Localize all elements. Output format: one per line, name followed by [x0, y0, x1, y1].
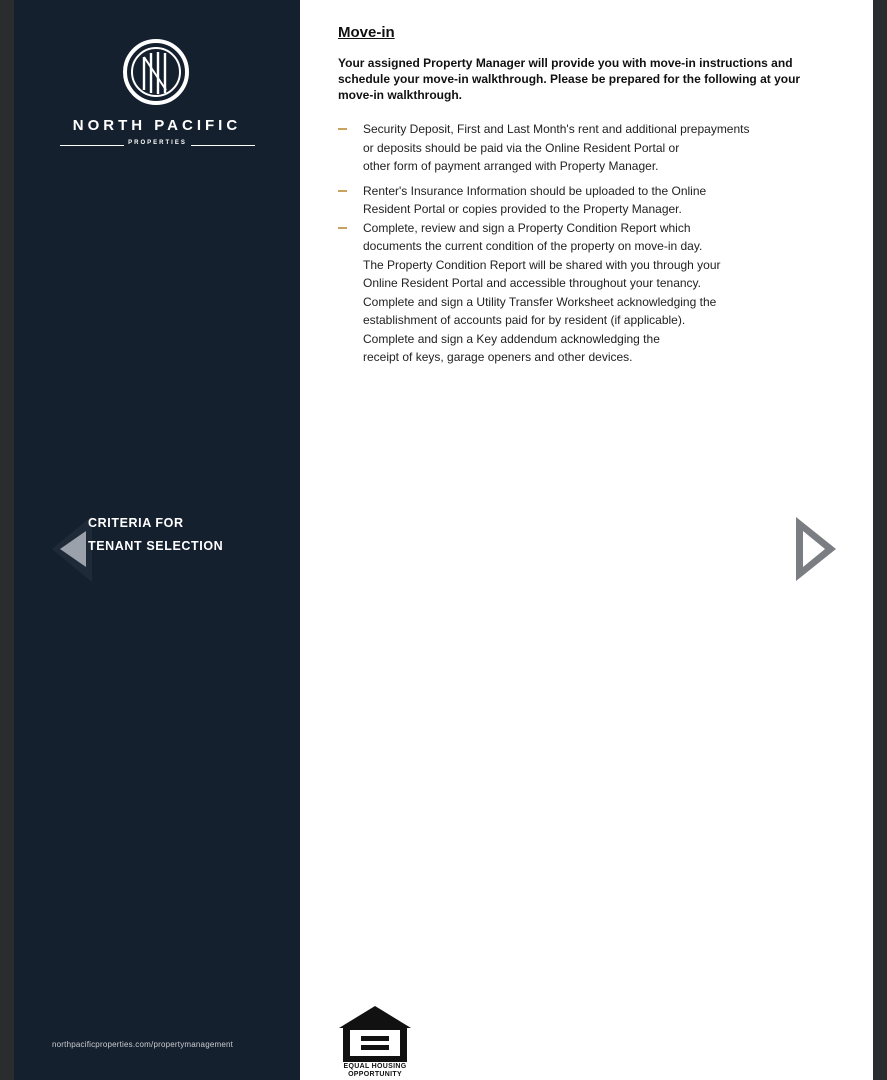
bullet-dash — [338, 128, 347, 130]
bullet-dash — [338, 227, 347, 229]
brand-subtitle: PROPERTIES — [128, 140, 187, 146]
equal-housing-text — [332, 1063, 418, 1079]
list-item-line: documents the current condition of the property on move-in day. — [363, 239, 703, 253]
requirements-list — [338, 120, 808, 367]
equal-housing-line-2: OPPORTUNITY — [348, 1071, 402, 1078]
sidebar — [14, 0, 300, 1080]
list-item-line: Resident Portal or copies provided to the Property Manager. — [363, 202, 682, 216]
viewer-edge-left — [0, 0, 14, 1080]
triangle-right-icon[interactable] — [792, 513, 840, 585]
bullet-dash — [338, 190, 347, 192]
viewer-edge-right — [873, 0, 887, 1080]
brand-name: NORTH PACIFIC — [72, 117, 242, 134]
brand-rule-right — [191, 145, 255, 146]
section-label-line-1: CRITERIA FOR — [88, 516, 184, 530]
section-link-criteria[interactable] — [88, 512, 288, 558]
list-item-line: other form of payment arranged with Property Manager. — [363, 159, 659, 173]
list-item-line: Complete, review and sign a Property Condition Report which — [363, 220, 691, 235]
list-item-line: Complete and sign a Utility Transfer Worksheet acknowledging the — [363, 294, 717, 309]
section-label-line-2: TENANT SELECTION — [88, 539, 224, 553]
list-item-line: The Property Condition Report will be shared with you through your — [363, 257, 721, 272]
equal-housing-house-icon — [337, 1004, 413, 1064]
list-item-line: or deposits should be paid via the Online Resident Portal or — [363, 140, 680, 155]
list-item-line: establishment of accounts paid for by resident (if applicable). — [363, 313, 686, 327]
list-item-line: receipt of keys, garage openers and other devices. — [363, 350, 633, 364]
section-heading: Move-in — [338, 24, 395, 41]
brand-rule-left — [60, 145, 124, 146]
list-item-line: Online Resident Portal and accessible throughout your tenancy. — [363, 276, 701, 290]
building-columns-logo-icon — [122, 38, 190, 106]
list-item — [338, 182, 808, 219]
list-item — [338, 219, 808, 367]
list-item-line: Complete and sign a Key addendum acknowledging the — [363, 331, 660, 346]
footer-url-link[interactable]: northpacificproperties.com/propertymanagement — [52, 1040, 234, 1049]
intro-paragraph: Your assigned Property Manager will provide you with move-in instructions and schedule your move-in walkthrough. Please be prepared for the following at your move-in walkthrough. — [338, 56, 801, 102]
equal-housing-line-1: EQUAL HOUSING — [343, 1063, 407, 1070]
list-item-line: Security Deposit, First and Last Month's rent and additional prepayments — [363, 122, 750, 136]
list-item — [338, 120, 808, 176]
list-item-line: Renter's Insurance Information should be uploaded to the Online — [363, 183, 707, 198]
